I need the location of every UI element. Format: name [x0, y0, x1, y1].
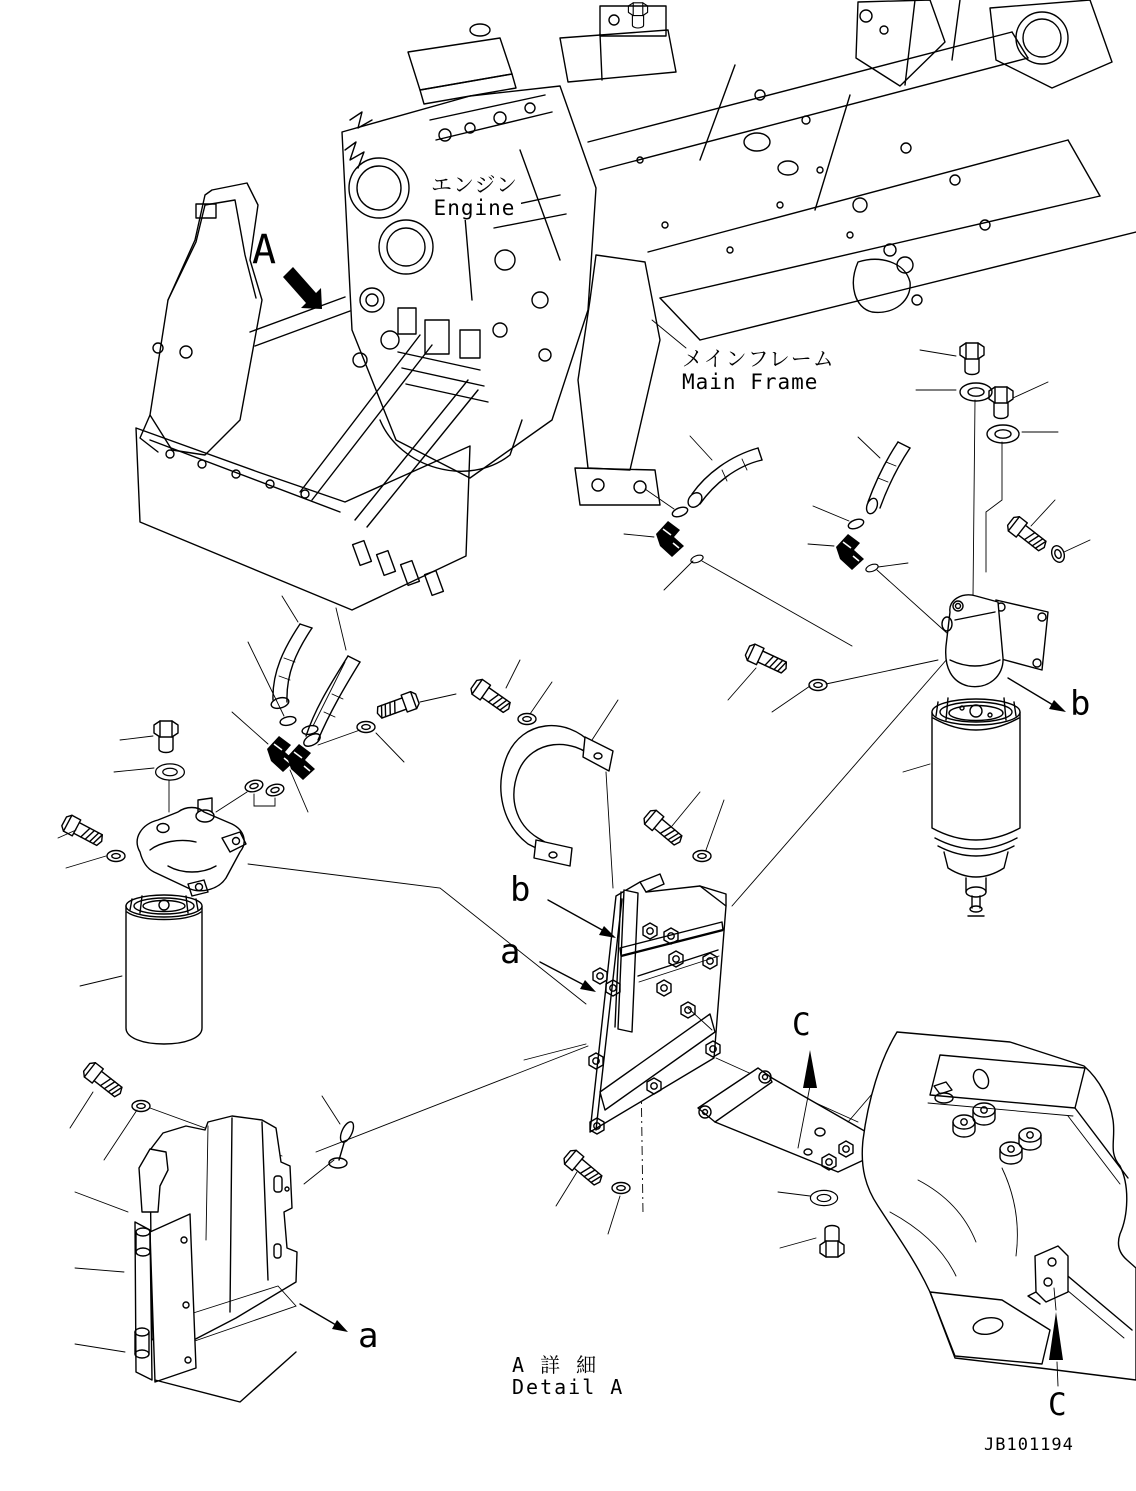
- detail-caption-jp: A 詳 細: [512, 1353, 599, 1377]
- fuel-fitting-bolt: [374, 690, 420, 721]
- separator-bowl: [932, 698, 1020, 916]
- engine-callout-en: Engine: [433, 196, 516, 221]
- handle-bolt: [469, 677, 514, 716]
- detail-caption-en: Detail A: [512, 1375, 625, 1399]
- fuel-filter-mount-bolt: [60, 813, 106, 849]
- fuel-filter-plug-bolt: [154, 721, 178, 753]
- view-marker-c-frame: C: [1048, 1387, 1067, 1423]
- separator-mount-washer: [809, 680, 827, 691]
- drawing-code: JB101194: [984, 1435, 1074, 1455]
- view-marker-A: A: [252, 227, 277, 273]
- fuel-hose-1: [270, 624, 312, 710]
- engine-callout: [428, 174, 521, 220]
- frame-member: [862, 1032, 1136, 1380]
- fuel-oring-1: [279, 715, 296, 727]
- return-oring-1a: [671, 505, 689, 518]
- separator-mount-bolt: [744, 642, 790, 676]
- return-elbow-2: [836, 534, 864, 570]
- view-marker-a-plate: a: [500, 932, 521, 972]
- cover-bolt-washer: [132, 1101, 150, 1112]
- separator-head: [942, 595, 1048, 687]
- separator-plug-bolt-1: [960, 343, 984, 375]
- separator-plug-washer-2: [987, 425, 1019, 443]
- cover-guard: [135, 1116, 297, 1402]
- fuel-washers-pair: [244, 778, 285, 806]
- handle-washer: [518, 714, 536, 725]
- view-marker-b-plate: b: [510, 870, 531, 910]
- main-frame-callout-en: Main Frame: [682, 370, 819, 395]
- main-frame-callout: [682, 348, 835, 394]
- return-hose-1: [685, 448, 762, 510]
- plate-washer-bottom: [612, 1183, 630, 1194]
- bracket-washer: [810, 1190, 837, 1205]
- return-oring-2a: [847, 517, 865, 530]
- cover-bolt: [81, 1060, 126, 1100]
- view-marker-b-separator: b: [1070, 684, 1091, 724]
- fuel-hose-2: [302, 656, 360, 749]
- separator-plug-washer-1: [960, 383, 992, 401]
- view-a-arrow: [283, 267, 322, 309]
- view-marker-c-bracket: C: [792, 1007, 811, 1043]
- fuel-filter-mount-washer: [107, 851, 125, 862]
- plate-washer-top: [693, 851, 711, 862]
- engine-drawing: [342, 24, 676, 478]
- plate-bolt-top: [642, 808, 686, 849]
- view-marker-a-cover: a: [358, 1316, 379, 1356]
- loader-tower-drawing: [140, 183, 262, 455]
- fuel-filter-plug-washer: [156, 764, 185, 780]
- plate-bolt-bottom: [562, 1148, 606, 1189]
- base-frame-drawing: [136, 428, 470, 610]
- detail-caption: [512, 1354, 624, 1398]
- separator-spring-washer: [1049, 544, 1066, 564]
- return-elbow-1: [656, 521, 684, 557]
- return-oring-1b: [690, 554, 704, 565]
- fuel-fitting-washer: [357, 722, 375, 733]
- fuel-filter-cartridge: [126, 895, 202, 1044]
- return-hose-2: [865, 442, 910, 515]
- separator-flange-bolt: [1005, 514, 1050, 554]
- main-frame-drawing: [588, 0, 1136, 340]
- return-oring-2b: [865, 563, 879, 574]
- small-bracket: [698, 1068, 868, 1172]
- mounting-plate: [589, 874, 726, 1134]
- fuel-filter-head: [137, 798, 246, 896]
- guard-handle: [501, 726, 613, 866]
- bracket-plug-bolt: [820, 1226, 844, 1258]
- engine-callout-jp: エンジン: [431, 173, 518, 197]
- main-frame-callout-jp: メインフレーム: [682, 347, 835, 371]
